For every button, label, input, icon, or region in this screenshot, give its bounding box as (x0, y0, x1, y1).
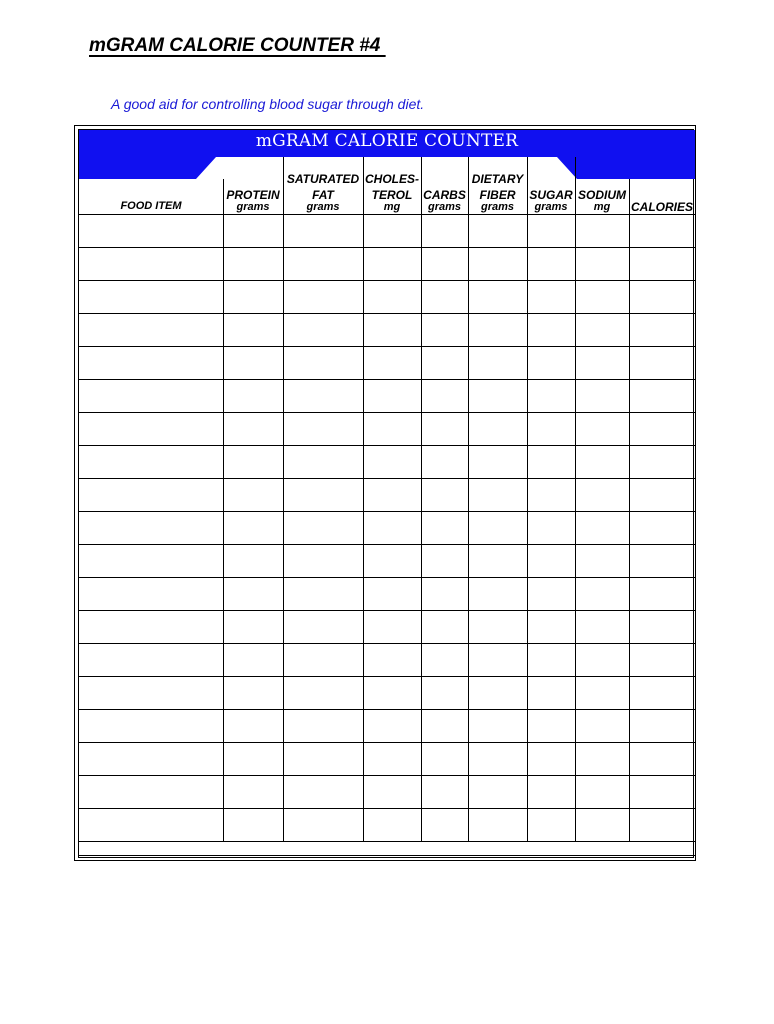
entry-cell[interactable] (576, 776, 628, 807)
entry-cell[interactable] (80, 413, 222, 444)
entry-cell[interactable] (422, 248, 467, 279)
entry-cell[interactable] (364, 776, 420, 807)
entry-cell[interactable] (284, 677, 362, 708)
entry-cell[interactable] (576, 281, 628, 312)
entry-cell[interactable] (284, 644, 362, 675)
column-header-saturated-fat-line2: FAT (312, 188, 334, 202)
entry-cell[interactable] (224, 677, 282, 708)
entry-cell[interactable] (364, 578, 420, 609)
entry-cell[interactable] (630, 248, 694, 279)
entry-cell[interactable] (528, 611, 574, 642)
entry-cell[interactable] (630, 611, 694, 642)
entry-cell[interactable] (469, 281, 526, 312)
entry-cell[interactable] (224, 611, 282, 642)
entry-cell[interactable] (630, 677, 694, 708)
entry-cell[interactable] (528, 215, 574, 246)
entry-cell[interactable] (630, 809, 694, 840)
column-header-carbs-unit: grams (427, 201, 462, 213)
entry-cell[interactable] (422, 611, 467, 642)
entry-cell[interactable] (630, 710, 694, 741)
entry-cell[interactable] (528, 479, 574, 510)
entry-cell[interactable] (364, 281, 420, 312)
entry-cell[interactable] (528, 380, 574, 411)
entry-cell[interactable] (364, 512, 420, 543)
entry-cell[interactable] (364, 314, 420, 345)
entry-cell[interactable] (80, 611, 222, 642)
entry-cell[interactable] (422, 578, 467, 609)
entry-cell[interactable] (224, 380, 282, 411)
entry-cell[interactable] (80, 347, 222, 378)
entry-cell[interactable] (422, 545, 467, 576)
entry-cell[interactable] (630, 281, 694, 312)
column-header-cholesterol-unit: mg (383, 201, 401, 213)
entry-cell[interactable] (422, 710, 467, 741)
entry-cell[interactable] (469, 347, 526, 378)
entry-cell[interactable] (284, 215, 362, 246)
entry-cell[interactable] (576, 644, 628, 675)
column-header-protein-unit: grams (236, 201, 270, 213)
entry-cell[interactable] (364, 743, 420, 774)
column-header-food-item-label: FOOD ITEM (120, 200, 182, 212)
entry-cell[interactable] (80, 677, 222, 708)
entry-cell[interactable] (80, 545, 222, 576)
entry-cell[interactable] (224, 314, 282, 345)
column-header-carbs-label: CARBS (423, 188, 466, 202)
entry-cell[interactable] (422, 281, 467, 312)
entry-cell[interactable] (528, 743, 574, 774)
entry-cell[interactable] (224, 644, 282, 675)
entry-cell[interactable] (224, 347, 282, 378)
entry-cell[interactable] (364, 809, 420, 840)
column-header-sodium-label: SODIUM (578, 188, 626, 202)
entry-cell[interactable] (469, 446, 526, 477)
entry-cell[interactable] (284, 743, 362, 774)
entry-cell[interactable] (80, 743, 222, 774)
entry-cell[interactable] (422, 743, 467, 774)
entry-cell[interactable] (284, 347, 362, 378)
column-header-sodium-unit: mg (593, 201, 611, 213)
entry-cell[interactable] (528, 248, 574, 279)
entry-cell[interactable] (469, 644, 526, 675)
entry-cell[interactable] (224, 776, 282, 807)
entry-cell[interactable] (469, 479, 526, 510)
entry-cell[interactable] (80, 578, 222, 609)
entry-cell[interactable] (80, 644, 222, 675)
entry-cell[interactable] (469, 809, 526, 840)
entry-cell[interactable] (630, 479, 694, 510)
entry-cell[interactable] (630, 512, 694, 543)
entry-cell[interactable] (576, 710, 628, 741)
column-header-saturated-fat-unit: grams (306, 201, 340, 213)
entry-cell[interactable] (576, 809, 628, 840)
entry-cell[interactable] (364, 413, 420, 444)
entry-cell[interactable] (80, 479, 222, 510)
entry-cell[interactable] (364, 545, 420, 576)
entry-cell[interactable] (422, 347, 467, 378)
entry-cell[interactable] (422, 215, 467, 246)
entry-cell[interactable] (630, 413, 694, 444)
entry-cell[interactable] (630, 644, 694, 675)
entry-cell[interactable] (422, 446, 467, 477)
entry-cell[interactable] (224, 710, 282, 741)
document-subtitle: A good aid for controlling blood sugar through diet. (111, 96, 425, 112)
entry-cell[interactable] (224, 578, 282, 609)
entry-cell[interactable] (576, 512, 628, 543)
entry-cell[interactable] (528, 644, 574, 675)
entry-cell[interactable] (630, 347, 694, 378)
entry-cell[interactable] (576, 545, 628, 576)
entry-cell[interactable] (630, 380, 694, 411)
entry-cell[interactable] (80, 776, 222, 807)
entry-cell[interactable] (469, 314, 526, 345)
column-header-dietary-fiber-line2: FIBER (479, 188, 516, 202)
entry-cell[interactable] (224, 413, 282, 444)
entry-cell[interactable] (576, 248, 628, 279)
entry-cell[interactable] (469, 776, 526, 807)
entry-cell[interactable] (284, 413, 362, 444)
entry-cell[interactable] (528, 776, 574, 807)
entry-cell[interactable] (422, 809, 467, 840)
entry-cell[interactable] (576, 446, 628, 477)
column-header-saturated-fat-line1: SATURATED (286, 172, 360, 186)
entry-cell[interactable] (469, 512, 526, 543)
entry-cell[interactable] (528, 677, 574, 708)
entry-cell[interactable] (80, 512, 222, 543)
entry-cell[interactable] (576, 314, 628, 345)
entry-cell[interactable] (284, 314, 362, 345)
entry-cell[interactable] (364, 644, 420, 675)
entry-cell[interactable] (284, 776, 362, 807)
entry-cell[interactable] (224, 248, 282, 279)
column-header-calories-label: CALORIES (630, 200, 693, 214)
entry-cell[interactable] (576, 215, 628, 246)
entry-cell[interactable] (224, 281, 282, 312)
entry-cell[interactable] (576, 611, 628, 642)
column-header-cholesterol-line2: TEROL (371, 188, 413, 202)
entry-cell[interactable] (284, 578, 362, 609)
entry-cell[interactable] (284, 545, 362, 576)
entry-cell[interactable] (284, 380, 362, 411)
banner-title: mGRAM CALORIE COUNTER (255, 131, 519, 151)
entry-cell[interactable] (80, 380, 222, 411)
entry-cell[interactable] (630, 545, 694, 576)
entry-cell[interactable] (528, 281, 574, 312)
entry-cell[interactable] (528, 314, 574, 345)
entry-cell[interactable] (422, 314, 467, 345)
entry-cell[interactable] (284, 809, 362, 840)
entry-cell[interactable] (224, 743, 282, 774)
entry-cell[interactable] (528, 413, 574, 444)
entry-cell[interactable] (284, 512, 362, 543)
entry-cell[interactable] (630, 215, 694, 246)
entry-cell[interactable] (528, 578, 574, 609)
entry-cell[interactable] (422, 380, 467, 411)
entry-cell[interactable] (422, 413, 467, 444)
entry-cell[interactable] (364, 611, 420, 642)
entry-cell[interactable] (284, 479, 362, 510)
entry-cell[interactable] (528, 710, 574, 741)
entry-cell[interactable] (469, 743, 526, 774)
entry-cell[interactable] (576, 413, 628, 444)
entry-cell[interactable] (224, 809, 282, 840)
entry-cell[interactable] (576, 677, 628, 708)
entry-cell[interactable] (80, 215, 222, 246)
entry-cell[interactable] (364, 347, 420, 378)
entry-cell[interactable] (364, 248, 420, 279)
entry-cell[interactable] (469, 413, 526, 444)
entry-cell[interactable] (576, 743, 628, 774)
column-header-protein-label: PROTEIN (226, 188, 280, 202)
entry-cell[interactable] (469, 710, 526, 741)
column-header-sugar-unit: grams (534, 201, 568, 213)
column-header-dietary-fiber-line1: DIETARY (471, 172, 524, 186)
entry-cell[interactable] (469, 545, 526, 576)
entry-cell[interactable] (469, 611, 526, 642)
entry-cell[interactable] (422, 512, 467, 543)
entry-cell[interactable] (80, 281, 222, 312)
document-title: mGRAM CALORIE COUNTER #4 (89, 35, 386, 56)
entry-cell[interactable] (80, 314, 222, 345)
entry-cell[interactable] (364, 710, 420, 741)
entry-cell[interactable] (224, 479, 282, 510)
entry-cell[interactable] (224, 512, 282, 543)
entry-cell[interactable] (284, 611, 362, 642)
entry-cell[interactable] (469, 215, 526, 246)
entry-cell[interactable] (422, 776, 467, 807)
entry-cell[interactable] (576, 380, 628, 411)
entry-cell[interactable] (284, 710, 362, 741)
entry-cell[interactable] (576, 578, 628, 609)
entry-cell[interactable] (364, 479, 420, 510)
entry-cell[interactable] (80, 710, 222, 741)
entry-cell[interactable] (469, 248, 526, 279)
entry-cell[interactable] (422, 644, 467, 675)
entry-cell[interactable] (422, 677, 467, 708)
entry-cell[interactable] (528, 809, 574, 840)
entry-cell[interactable] (284, 281, 362, 312)
entry-cell[interactable] (630, 776, 694, 807)
entry-cell[interactable] (80, 446, 222, 477)
entry-cell[interactable] (469, 380, 526, 411)
entry-cell[interactable] (224, 545, 282, 576)
entry-cell[interactable] (630, 578, 694, 609)
entry-cell[interactable] (80, 809, 222, 840)
entry-cell[interactable] (576, 479, 628, 510)
entry-cell[interactable] (364, 677, 420, 708)
entry-cell[interactable] (284, 248, 362, 279)
entry-cell[interactable] (364, 215, 420, 246)
entry-cell[interactable] (422, 479, 467, 510)
column-header-sugar-label: SUGAR (529, 188, 573, 202)
entry-cell[interactable] (224, 446, 282, 477)
entry-cell[interactable] (576, 347, 628, 378)
entry-cell[interactable] (364, 380, 420, 411)
entry-cell[interactable] (528, 446, 574, 477)
column-header-dietary-fiber-unit: grams (480, 201, 515, 213)
entry-cell[interactable] (630, 446, 694, 477)
entry-cell[interactable] (528, 347, 574, 378)
entry-cell[interactable] (528, 512, 574, 543)
entry-cell[interactable] (630, 743, 694, 774)
entry-cell[interactable] (528, 545, 574, 576)
entry-cell[interactable] (284, 446, 362, 477)
entry-cell[interactable] (364, 446, 420, 477)
entry-cell[interactable] (224, 215, 282, 246)
entry-cell[interactable] (630, 314, 694, 345)
entry-cell[interactable] (80, 248, 222, 279)
entry-cell[interactable] (469, 677, 526, 708)
column-header-cholesterol-line1: CHOLES- (365, 172, 419, 186)
entry-cell[interactable] (469, 578, 526, 609)
